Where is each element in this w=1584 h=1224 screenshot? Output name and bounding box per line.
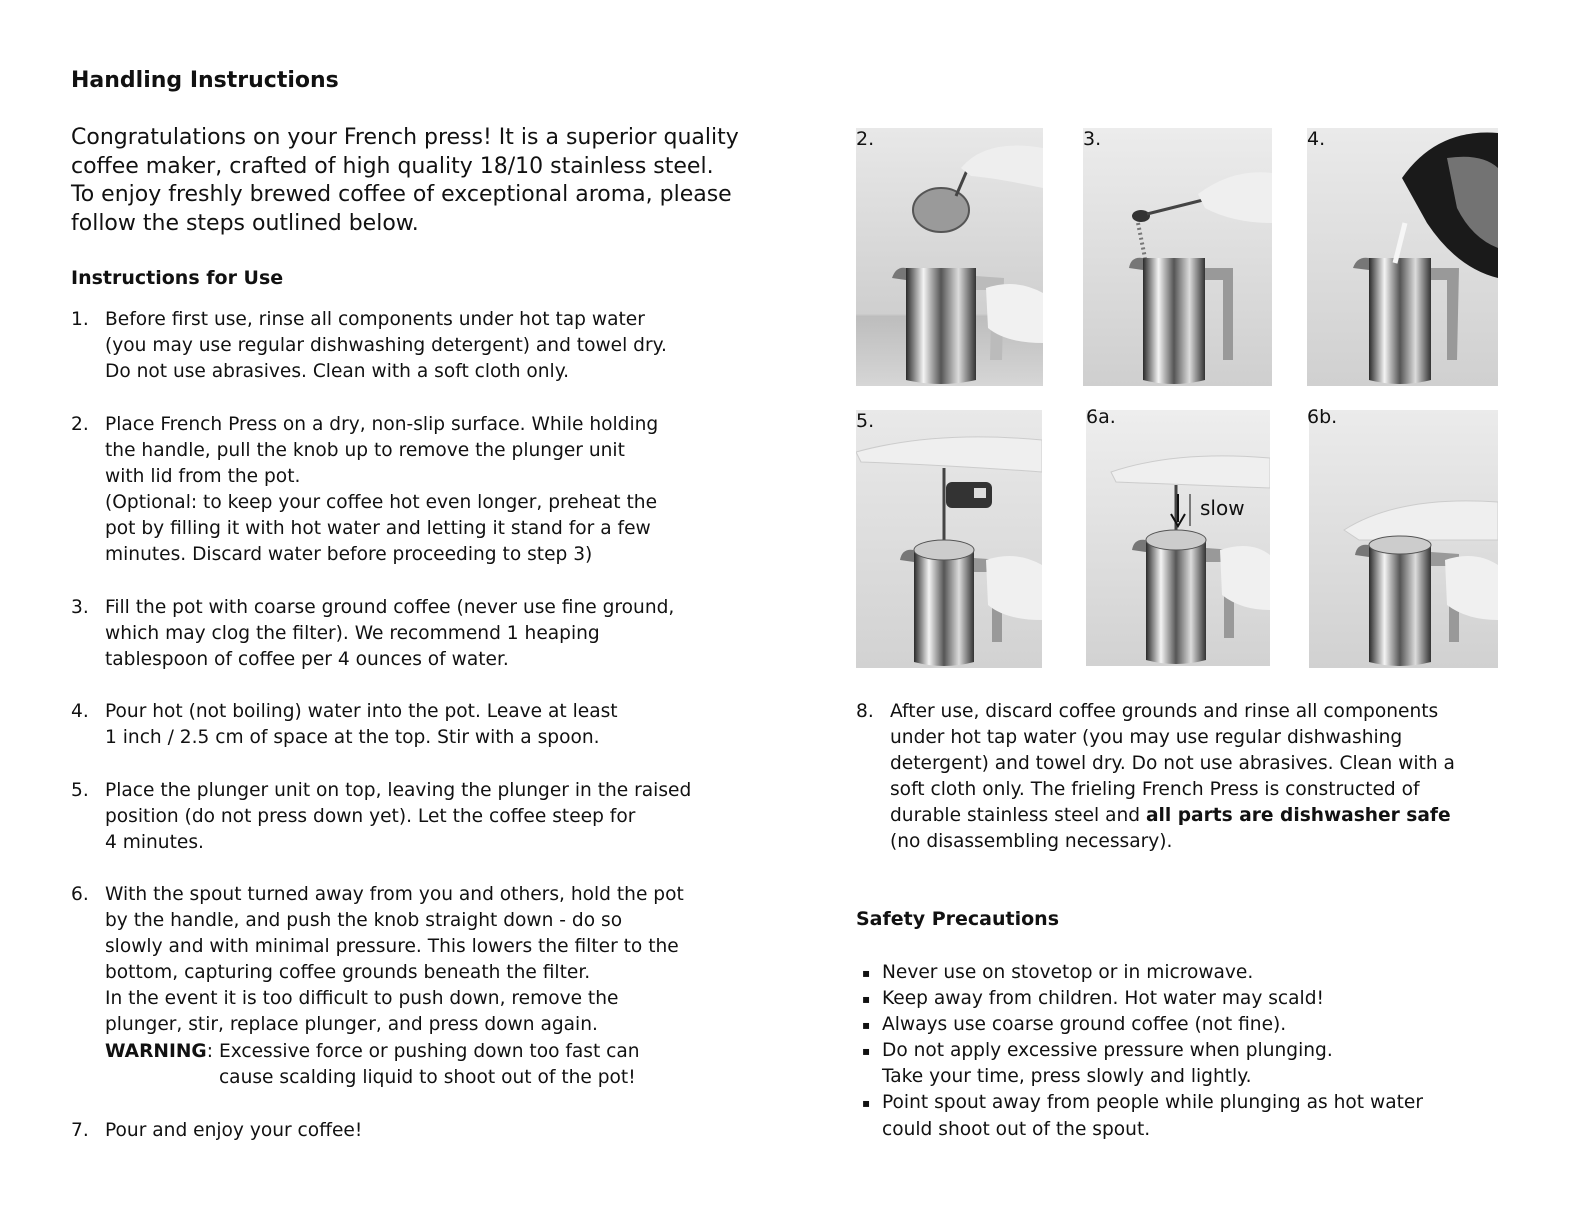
intro-line: follow the steps outlined below. [71, 210, 419, 236]
step-line: In the event it is too difficult to push down, remove the [105, 988, 619, 1010]
step-5 [71, 778, 745, 856]
step-4 [71, 699, 745, 751]
step-line: with lid from the pot. [105, 466, 301, 488]
warning-colon: : [206, 1040, 213, 1062]
step-line: With the spout turned away from you and others, hold the pot [105, 884, 684, 905]
step-line: Pour hot (not boiling) water into the pot. Leave at least [105, 701, 618, 722]
bullet-icon: ▪ [862, 966, 871, 980]
photo-label: 6a. [1086, 406, 1116, 428]
photo-label: 4. [1307, 128, 1326, 150]
photo-step-6a [1086, 410, 1270, 666]
step-number: 8. [856, 701, 874, 722]
safety-item [862, 1038, 1423, 1090]
step-line: minutes. Discard water before proceeding to step 3) [105, 544, 593, 566]
step-line: plunger, stir, replace plunger, and press down again. [105, 1014, 598, 1036]
safety-line: Do not apply excessive pressure when plunging. [882, 1040, 1333, 1062]
safety-line: Point spout away from people while plunging as hot water [882, 1092, 1423, 1114]
steep-timer-photo [856, 410, 1042, 668]
step-line: detergent) and towel dry. Do not use abrasives. Clean with a [890, 753, 1455, 775]
intro-line: To enjoy freshly brewed coffee of exceptional aroma, please [71, 182, 732, 207]
intro-line: Congratulations on your French press! It is a superior quality [71, 125, 739, 150]
safety-line: Always use coarse ground coffee (not fine). [882, 1014, 1287, 1036]
step-number: 7. [71, 1120, 89, 1141]
safety-item [862, 960, 1423, 986]
safety-item [862, 1012, 1423, 1038]
step-1 [71, 307, 745, 385]
safety-heading: Safety Precautions [856, 908, 1060, 930]
step-line [890, 803, 1510, 829]
warning-line: cause scalding liquid to shoot out of the pot! [218, 1066, 636, 1088]
step-line: position (do not press down yet). Let the coffee steep for [105, 806, 636, 828]
bullet-icon: ▪ [862, 1096, 871, 1111]
add-coffee-photo [1083, 128, 1272, 386]
safety-line: Keep away from children. Hot water may scald! [882, 988, 1324, 1010]
step-number: 1. [71, 309, 89, 330]
photo-label: 3. [1083, 128, 1102, 150]
step-line-text: durable stainless steel and [890, 805, 1146, 827]
step-line: bottom, capturing coffee grounds beneath the filter. [105, 962, 591, 984]
step-number: 4. [71, 701, 89, 722]
step-line: under hot tap water (you may use regular dishwashing [890, 727, 1403, 749]
photo-label: 6b. [1307, 406, 1338, 428]
step-2 [71, 412, 745, 569]
step-line: (no disassembling necessary). [890, 831, 1173, 853]
step-line: slowly and with minimal pressure. This lowers the filter to the [105, 936, 679, 958]
step-line: Fill the pot with coarse ground coffee (never use fine ground, [105, 597, 675, 618]
step-line: soft cloth only. The frieling French Press is constructed of [890, 779, 1420, 801]
warning-label: WARNING [105, 1040, 207, 1062]
safety-list [862, 960, 1423, 1143]
photo-step-4 [1307, 128, 1498, 386]
step-number: 2. [71, 414, 89, 435]
photo-label: 2. [856, 128, 875, 150]
step-3 [71, 595, 745, 673]
step-line: Place French Press on a dry, non-slip surface. While holding [105, 414, 659, 435]
plunger-lift-photo [856, 128, 1043, 386]
step-number: 5. [71, 780, 89, 801]
step-line: Before first use, rinse all components under hot tap water [105, 309, 645, 330]
pressed-down-photo [1309, 410, 1498, 668]
pour-water-photo [1307, 128, 1498, 386]
warning-block [105, 1039, 745, 1091]
dishwasher-safe-emphasis: all parts are dishwasher safe [1145, 805, 1451, 827]
photo-step-6b [1309, 410, 1498, 668]
intro-paragraph [71, 124, 771, 238]
step-line: (Optional: to keep your coffee hot even longer, preheat the [105, 492, 658, 514]
step-line: by the handle, and push the knob straight down - do so [105, 910, 623, 932]
bullet-icon: ▪ [862, 1018, 871, 1033]
photo-step-2 [856, 128, 1043, 386]
step-line: Pour and enjoy your coffee! [105, 1120, 363, 1141]
step-line: tablespoon of coffee per 4 ounces of water. [105, 649, 509, 671]
bullet-icon: ▪ [862, 1044, 871, 1059]
safety-line: Never use on stovetop or in microwave. [882, 962, 1254, 983]
safety-line: could shoot out of the spout. [882, 1118, 1151, 1140]
step-line: pot by filling it with hot water and letting it stand for a few [105, 518, 651, 540]
step-line: which may clog the filter). We recommend 1 heaping [105, 623, 600, 645]
step-line: (you may use regular dishwashing detergent) and towel dry. [105, 335, 667, 357]
press-slow-photo [1086, 410, 1270, 666]
intro-line: coffee maker, crafted of high quality 18/10 stainless steel. [71, 153, 714, 179]
safety-item [862, 1090, 1423, 1142]
step-6 [71, 882, 745, 1091]
step-line: After use, discard coffee grounds and rinse all components [890, 701, 1439, 722]
step-line: 4 minutes. [105, 832, 204, 854]
step-number: 3. [71, 597, 89, 618]
photo-step-3 [1083, 128, 1272, 386]
step-line: Do not use abrasives. Clean with a soft cloth only. [105, 361, 569, 383]
safety-item [862, 986, 1423, 1012]
photo-label: 5. [856, 410, 875, 432]
warning-line: Excessive force or pushing down too fast can [218, 1040, 640, 1062]
step-line: Place the plunger unit on top, leaving the plunger in the raised [105, 780, 692, 801]
step-number: 6. [71, 884, 89, 905]
bullet-icon: ▪ [862, 992, 871, 1007]
photo-step-5 [856, 410, 1042, 668]
instructions-heading: Instructions for Use [71, 267, 284, 289]
step-8 [856, 699, 1510, 856]
page-title: Handling Instructions [71, 68, 339, 93]
step-7 [71, 1118, 745, 1144]
slow-annotation: slow [1200, 496, 1245, 520]
step-line: the handle, pull the knob up to remove the plunger unit [105, 440, 625, 462]
safety-line: Take your time, press slowly and lightly. [882, 1066, 1252, 1088]
step-line: 1 inch / 2.5 cm of space at the top. Stir with a spoon. [105, 727, 600, 749]
